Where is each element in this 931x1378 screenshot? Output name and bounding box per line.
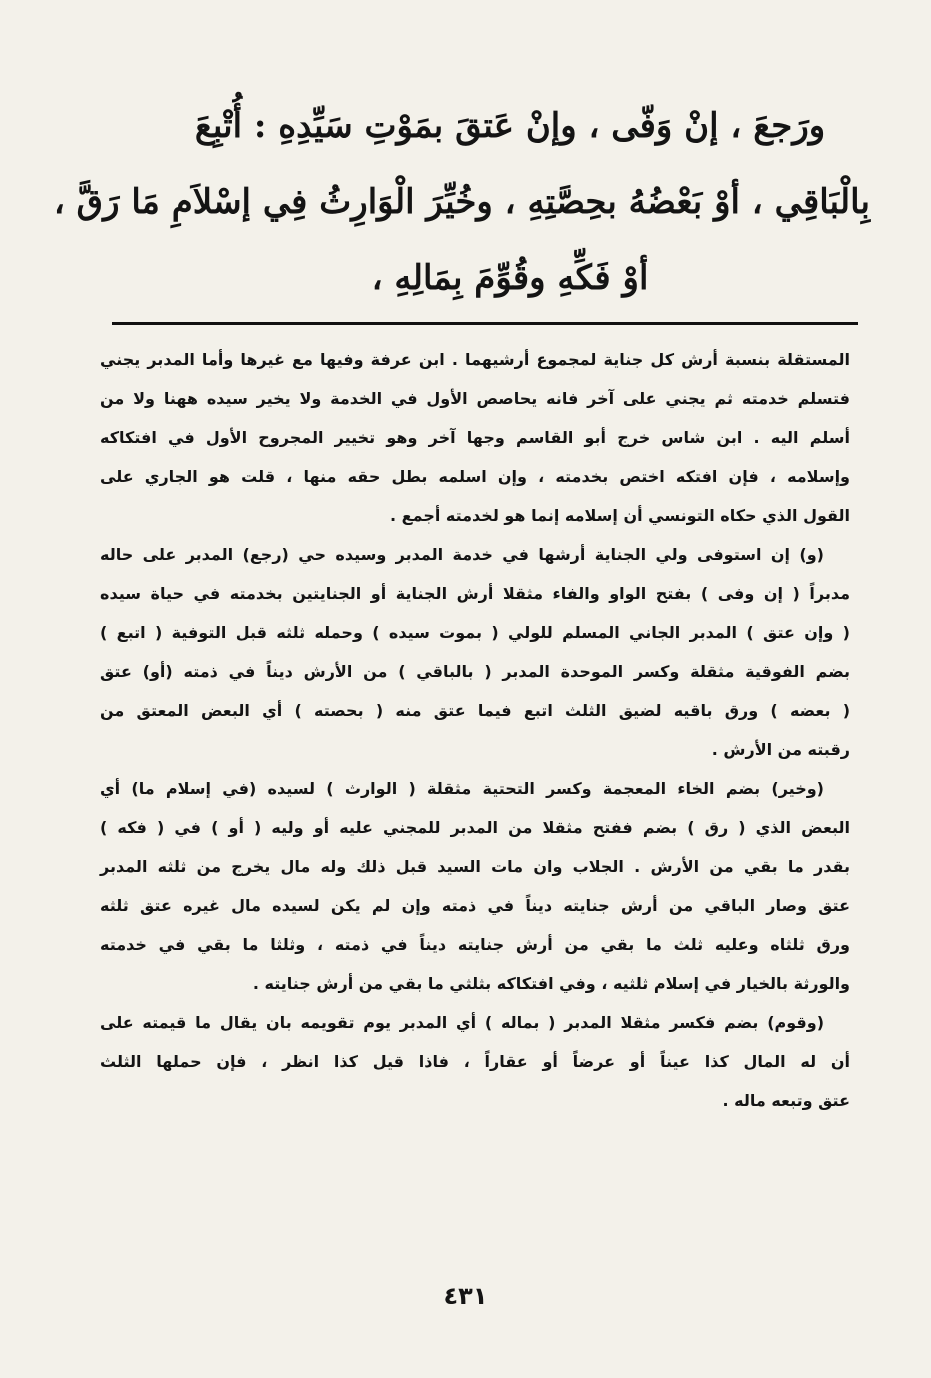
commentary-line: عتق وصار الباقي من أرش جنايته ديناً في ذمته وإن لم يكن لسيده مال غيره عتق ثلثه bbox=[100, 896, 850, 915]
commentary-line: القول الذي حكاه التونسي أن إسلامه إنما هو لخدمته أجمع . bbox=[390, 506, 850, 525]
commentary-paragraph bbox=[100, 769, 850, 1003]
matn-line: أوْ فَكِّهِ وقُوِّمَ بِمَالِهِ ، bbox=[371, 258, 649, 298]
page-number: ٤٣١ bbox=[443, 1282, 488, 1310]
commentary-text bbox=[100, 340, 850, 1120]
commentary-paragraph bbox=[100, 535, 850, 769]
commentary-line: (وقوم) بضم فكسر مثقلا المدبر ( بماله ) أي المدبر يوم تقويمه بان يقال ما قيمته على bbox=[100, 1013, 824, 1032]
commentary-line: ( بعضه ) ورق باقيه لضيق الثلث اتبع فيما عتق منه ( بحصته ) أي البعض المعتق من bbox=[100, 701, 850, 720]
matn-text bbox=[53, 88, 870, 316]
commentary-line: عتق وتبعه ماله . bbox=[722, 1091, 850, 1110]
commentary-line: المستقلة بنسبة أرش كل جناية لمجموع أرشيهما . ابن عرفة وفيها مع غيرها وأما المدبر يجني bbox=[100, 350, 850, 369]
commentary-line: (وخير) بضم الخاء المعجمة وكسر التحتية مثقلة ( الوارث ) لسيده (في إسلام ما) أي bbox=[100, 779, 824, 798]
commentary-line: رقبته من الأرش . bbox=[711, 740, 850, 759]
commentary-line: أن له المال كذا عيناً أو عرضاً أو عقاراً ، فاذا قيل كذا انظر ، فإن حملها الثلث bbox=[100, 1052, 850, 1071]
commentary-line: البعض الذي ( رق ) بضم ففتح مثقلا من المدبر للمجني عليه أو وليه ( أو ) في ( فكه ) bbox=[100, 818, 850, 837]
commentary-line: بضم الفوقية مثقلة وكسر الموحدة المدبر ( بالباقي ) من الأرش ديناً في ذمته (أو) عتق bbox=[100, 662, 850, 681]
commentary-line: وإسلامه ، فإن افتكه اختص بخدمته ، وإن اسلمه بطل حقه منها ، قلت هو الجاري على bbox=[100, 467, 850, 486]
matn-line: ورَجعَ ، إنْ وَفّى ، وإنْ عَتقَ بمَوْتِ سَيِّدِهِ : أُتْبِعَ bbox=[194, 106, 826, 146]
commentary-line: (و) إن استوفى ولي الجناية أرشها في خدمة المدبر وسيده حي (رجع) المدبر على حاله bbox=[100, 545, 824, 564]
commentary-line: ورق ثلثاه وعليه ثلث ما بقي من أرش جنايته ديناً في ذمته ، وثلثا ما بقي في خدمته bbox=[100, 935, 850, 954]
commentary-line: ( وإن عتق ) المدبر الجاني المسلم للولي ( بموت سيده ) وحمله ثلثه قبل التوفية ( اتبع ) bbox=[100, 623, 850, 642]
commentary-line: والورثة بالخيار في إسلام ثلثيه ، وفي افتكاكه بثلثي ما بقي من أرش جنايته . bbox=[252, 974, 850, 993]
commentary-paragraph bbox=[100, 1003, 850, 1120]
commentary-line: أسلم اليه . ابن شاس خرج أبو القاسم وجها آخر وهو تخيير المجروح الأول في افتكاكه bbox=[100, 428, 850, 447]
separator-rule bbox=[112, 322, 858, 325]
matn-line: بِالْبَاقِي ، أوْ بَعْضُهُ بحِصَّتِهِ ، وخُيِّرَ الْوَارِثُ فِي إسْلاَمِ مَا رَقَّ ، bbox=[53, 182, 870, 222]
commentary-line: بقدر ما بقي من الأرش . الجلاب وان مات السيد قبل ذلك وله مال يخرج من ثلثه المدبر bbox=[100, 857, 850, 876]
commentary-paragraph bbox=[100, 340, 850, 535]
commentary-line: فتسلم خدمته ثم يجني على آخر فانه يحاصص الأول في الخدمة ولا يخير سيده ههنا ولا من bbox=[100, 389, 850, 408]
commentary-line: مدبراً ( إن وفى ) بفتح الواو والفاء مثقلا أرش الجناية أو الجنايتين بخدمته في حياة سيده bbox=[100, 584, 850, 603]
